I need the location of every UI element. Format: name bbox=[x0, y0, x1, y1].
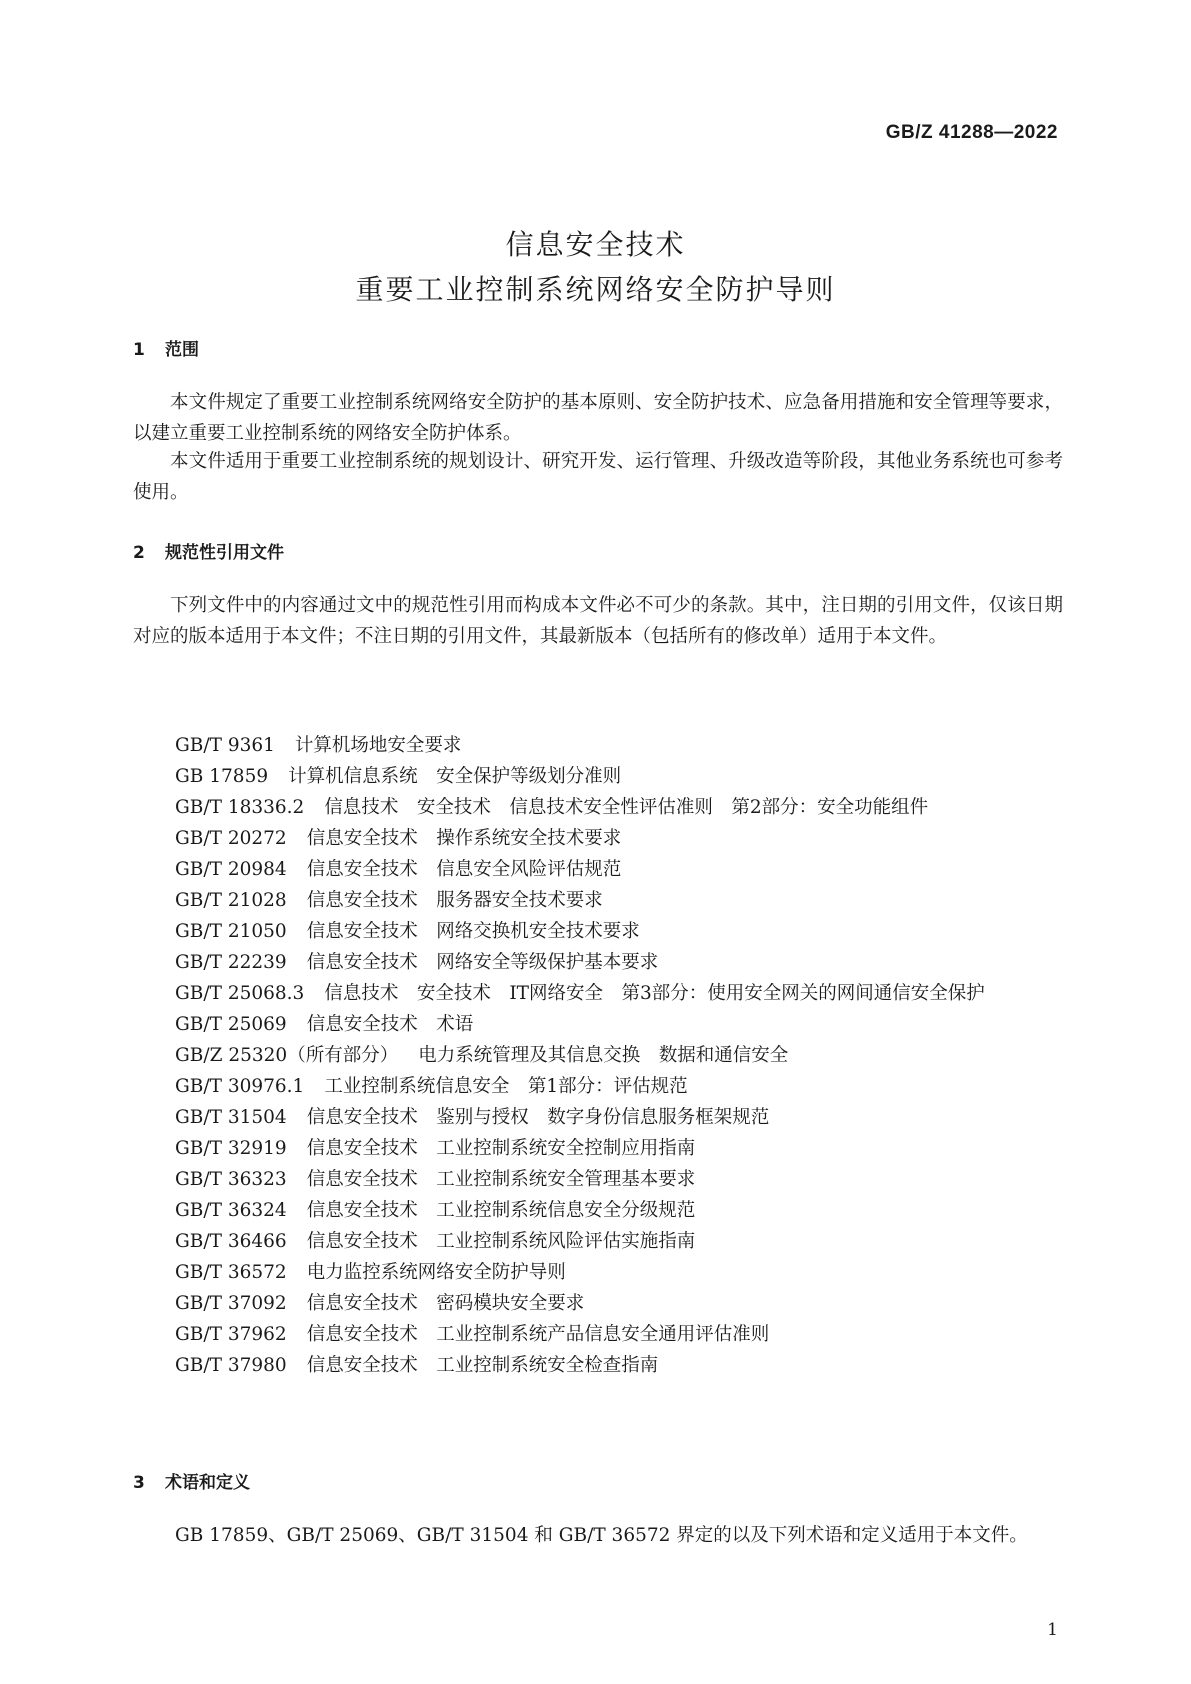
reference-title: 信息安全技术 网络交换机安全技术要求 bbox=[306, 921, 640, 942]
section-number: 1 bbox=[133, 340, 145, 360]
reference-code: GB/T 37980 bbox=[175, 1355, 287, 1376]
reference-code: GB/T 20984 bbox=[175, 859, 287, 880]
reference-title: 信息安全技术 密码模块安全要求 bbox=[306, 1293, 585, 1314]
reference-item bbox=[133, 1071, 1063, 1102]
reference-title: 信息技术 安全技术 信息技术安全性评估准则 第2部分：安全功能组件 bbox=[324, 797, 929, 818]
reference-item bbox=[133, 978, 1063, 1009]
reference-code: GB/T 36466 bbox=[175, 1231, 287, 1252]
reference-item bbox=[133, 823, 1063, 854]
reference-item bbox=[133, 1226, 1063, 1257]
reference-code: GB/T 22239 bbox=[175, 952, 287, 973]
reference-title: 电力监控系统网络安全防护导则 bbox=[306, 1262, 566, 1283]
reference-title: 信息技术 安全技术 IT网络安全 第3部分：使用安全网关的网间通信安全保护 bbox=[324, 983, 985, 1004]
reference-title: 信息安全技术 工业控制系统信息安全分级规范 bbox=[306, 1200, 696, 1221]
reference-title: 信息安全技术 鉴别与授权 数字身份信息服务框架规范 bbox=[306, 1107, 770, 1128]
reference-item bbox=[133, 854, 1063, 885]
reference-title: 信息安全技术 服务器安全技术要求 bbox=[306, 890, 603, 911]
reference-code: GB/T 9361 bbox=[175, 735, 275, 756]
section-number: 2 bbox=[133, 543, 145, 563]
section-title: 范围 bbox=[165, 340, 199, 360]
reference-title: 信息安全技术 工业控制系统安全检查指南 bbox=[306, 1355, 659, 1376]
reference-code: GB/T 37962 bbox=[175, 1324, 287, 1345]
reference-code: GB/T 32919 bbox=[175, 1138, 287, 1159]
normative-references-list bbox=[133, 730, 1063, 1381]
reference-title: 信息安全技术 术语 bbox=[306, 1014, 474, 1035]
section-2-intro: 下列文件中的内容通过文中的规范性引用而构成本文件必不可少的条款。其中，注日期的引用文件，仅该日期对应的版本适用于本文件；不注日期的引用文件，其最新版本（包括所有的修改单）适用于本文件。 bbox=[133, 595, 1063, 647]
section-3-heading bbox=[133, 1468, 250, 1493]
reference-title: 信息安全技术 工业控制系统风险评估实施指南 bbox=[306, 1231, 696, 1252]
reference-code: GB/T 21050 bbox=[175, 921, 287, 942]
reference-code: GB/T 36572 bbox=[175, 1262, 287, 1283]
reference-code: GB/T 31504 bbox=[175, 1107, 287, 1128]
reference-title: 信息安全技术 操作系统安全技术要求 bbox=[306, 828, 622, 849]
reference-item bbox=[133, 1164, 1063, 1195]
reference-item bbox=[133, 885, 1063, 916]
reference-item bbox=[133, 1319, 1063, 1350]
reference-item bbox=[133, 1195, 1063, 1226]
reference-code: GB/T 20272 bbox=[175, 828, 287, 849]
section-2-heading bbox=[133, 538, 284, 563]
reference-item bbox=[133, 1133, 1063, 1164]
reference-code: GB/T 30976.1 bbox=[175, 1076, 305, 1097]
section-number: 3 bbox=[133, 1473, 145, 1493]
reference-item bbox=[133, 1257, 1063, 1288]
reference-code: GB/T 25068.3 bbox=[175, 983, 305, 1004]
section-1-paragraph-2: 本文件适用于重要工业控制系统的规划设计、研究开发、运行管理、升级改造等阶段，其他业务系统也可参考使用。 bbox=[133, 451, 1063, 503]
reference-item bbox=[133, 1350, 1063, 1381]
reference-title: 计算机场地安全要求 bbox=[294, 735, 462, 756]
reference-item bbox=[133, 1040, 1063, 1071]
section-1-paragraph-1: 本文件规定了重要工业控制系统网络安全防护的基本原则、安全防护技术、应急备用措施和安全管理等要求，以建立重要工业控制系统的网络安全防护体系。 bbox=[133, 392, 1063, 444]
reference-code: GB/T 37092 bbox=[175, 1293, 287, 1314]
reference-item bbox=[133, 792, 1063, 823]
reference-item bbox=[133, 947, 1063, 978]
reference-item bbox=[133, 1102, 1063, 1133]
reference-item bbox=[133, 1009, 1063, 1040]
reference-code: GB/T 21028 bbox=[175, 890, 287, 911]
document-title-line2: 重要工业控制系统网络安全防护导则 bbox=[355, 273, 836, 306]
section-title: 术语和定义 bbox=[165, 1473, 250, 1493]
reference-title: 信息安全技术 工业控制系统产品信息安全通用评估准则 bbox=[306, 1324, 770, 1345]
reference-code: GB/Z 25320（所有部分） bbox=[175, 1045, 399, 1066]
reference-code: GB/T 36323 bbox=[175, 1169, 287, 1190]
reference-title: 电力系统管理及其信息交换 数据和通信安全 bbox=[418, 1045, 789, 1066]
reference-item bbox=[133, 1288, 1063, 1319]
reference-title: 信息安全技术 工业控制系统安全管理基本要求 bbox=[306, 1169, 696, 1190]
section-title: 规范性引用文件 bbox=[165, 543, 284, 563]
reference-code: GB/T 18336.2 bbox=[175, 797, 305, 818]
reference-title: 信息安全技术 工业控制系统安全控制应用指南 bbox=[306, 1138, 696, 1159]
reference-title: 信息安全技术 网络安全等级保护基本要求 bbox=[306, 952, 659, 973]
reference-code: GB/T 25069 bbox=[175, 1014, 287, 1035]
section-3-intro: GB 17859、GB/T 25069、GB/T 31504 和 GB/T 36572 界定的以及下列术语和定义适用于本文件。 bbox=[175, 1525, 1028, 1546]
document-title-line1: 信息安全技术 bbox=[505, 228, 686, 261]
page-number: 1 bbox=[1047, 1620, 1058, 1640]
reference-title: 计算机信息系统 安全保护等级划分准则 bbox=[288, 766, 622, 787]
reference-item bbox=[133, 761, 1063, 792]
standard-code: GB/Z 41288—2022 bbox=[885, 122, 1058, 143]
reference-code: GB/T 36324 bbox=[175, 1200, 287, 1221]
reference-code: GB 17859 bbox=[175, 766, 269, 787]
reference-item bbox=[133, 916, 1063, 947]
reference-item bbox=[133, 730, 1063, 761]
reference-title: 信息安全技术 信息安全风险评估规范 bbox=[306, 859, 622, 880]
section-1-heading bbox=[133, 335, 199, 360]
reference-title: 工业控制系统信息安全 第1部分：评估规范 bbox=[324, 1076, 688, 1097]
